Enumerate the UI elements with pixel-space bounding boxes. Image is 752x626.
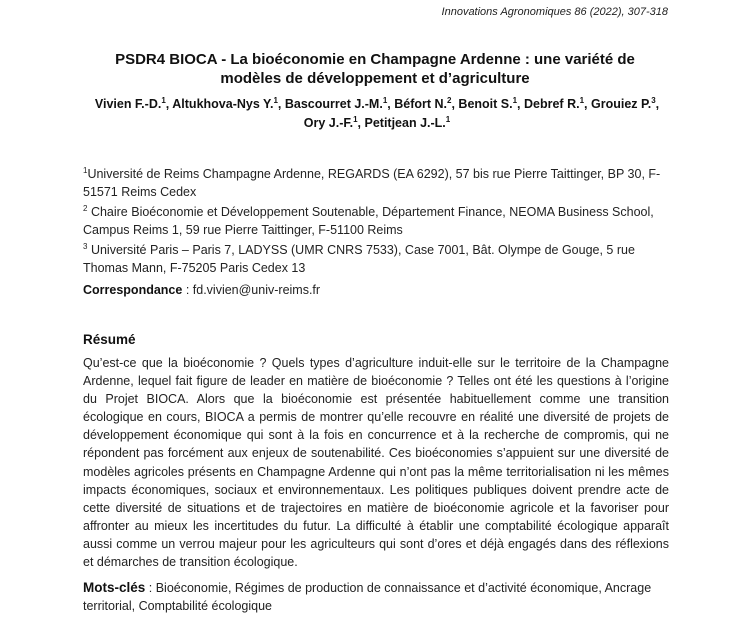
author: Altukhova-Nys Y.$^1$, (172, 95, 285, 111)
correspondance: Correspondance : fd.vivien@univ-reims.fr (83, 283, 321, 297)
title-line-2: modèles de développement et d’agriculture (220, 70, 530, 87)
author: Grouiez P.$^3$, (590, 95, 660, 111)
paper-title (60, 50, 690, 88)
affiliation-3: $^3$ Université Paris – Paris 7, LADYSS (UMR CNRS 7533), Case 7001, Bât. Olympe de Gouge, 5 rue Thomas Mann, F-75205 Paris Cedex 13 (83, 241, 635, 275)
author: Bascourret J.-M.$^1$, (284, 95, 395, 111)
correspondance-label: Correspondance (83, 283, 183, 297)
correspondance-email[interactable]: fd.vivien@univ-reims.fr (192, 283, 321, 297)
journal-reference: Innovations Agronomiques 86 (2022), 307-318 (441, 6, 668, 18)
affiliation-2: $^2$ Chaire Bioéconomie et Développement Soutenable, Département Finance, NEOMA Business School, Campus Reims 1, 59 rue Pierre Taittinger, F-51100 Reims (83, 203, 654, 237)
author: Vivien F.-D.$^1$, (94, 95, 173, 111)
abstract-heading: Résumé (83, 332, 136, 347)
author: Benoit S.$^1$, (458, 95, 524, 111)
affiliation-1: $^1$Université de Reims Champagne Ardenne, REGARDS (EA 6292), 57 bis rue Pierre Taittinger, BP 30, F-51571 Reims Cedex (83, 165, 661, 199)
author-list (70, 95, 684, 133)
abstract-text: Qu’est-ce que la bioéconomie ? Quels types d’agriculture induit-elle sur le territoire de la Champagne Ardenne, lequel fait figure de leader en matière de bioéconomie ? Telles ont été les questions à l’origine du Projet BIOCA. Alors que la bioéconomie est présentée habituellement comme une transition écologique en cours, BIOCA a permis de montrer qu’elle recouvre en réalité une diversité de projets de développement économique qui sont à la fois en concurrence et à la recherche de compromis, qui ne répondent pas forcément aux enjeux de soutenabilité. Ces bioéconomies s’appuient sur une diversité de modèles agricoles présents en Champagne Ardenne qui n’ont pas la même territorialisation ni les mêmes impacts économiques, sociaux et environnementaux. Les politiques publiques doivent prendre acte de cette diversité de situations et de trajectoires en matière de bioéconomie agricole et la favoriser pour affronter au mieux les incertitudes du futur. La difficulté à établir une comptabilité écologique apparaît aussi comme un verrou majeur pour les agriculteurs qui sont d’ores et déjà engagés dans des réflexions et démarches de transition écologique. (83, 356, 669, 570)
keywords-text: Bioéconomie, Régimes de production de connaissance et d’activité économique, Ancrage territorial, Comptabilité écologique (83, 581, 652, 613)
keywords-label: Mots-clés (83, 580, 146, 595)
author: Debref R.$^1$, (524, 95, 591, 111)
title-line-1: PSDR4 BIOCA - La bioéconomie en Champagne Ardenne : une variété de (115, 51, 635, 68)
author: Petitjean J.-L.$^1$ (364, 114, 451, 130)
author: Ory J.-F.$^1$, (303, 114, 365, 130)
author: Béfort N.$^2$, (394, 95, 459, 111)
keywords: Mots-clés : Bioéconomie, Régimes de production de connaissance et d’activité économique, Ancrage territorial, Comptabilité écologique (83, 580, 652, 613)
